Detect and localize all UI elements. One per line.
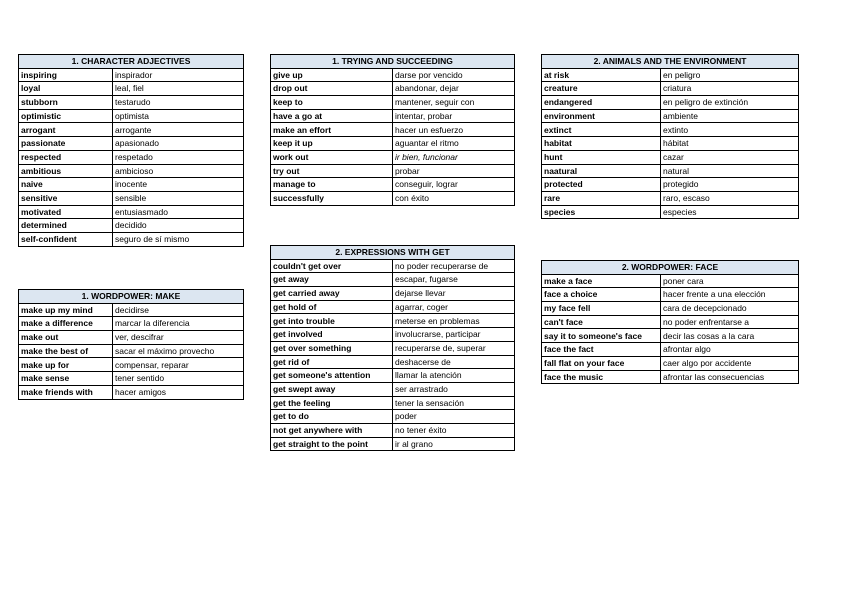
table-row xyxy=(271,341,515,355)
term-cell: make up my mind xyxy=(19,303,113,317)
translation-cell: ser arrastrado xyxy=(393,382,515,396)
table-row xyxy=(19,178,244,192)
term-cell: say it to someone's face xyxy=(542,329,661,343)
translation-cell: hábitat xyxy=(661,137,799,151)
term-cell: sensitive xyxy=(19,191,113,205)
table-row xyxy=(542,205,799,219)
term-cell: get into trouble xyxy=(271,314,393,328)
table-row xyxy=(271,287,515,301)
table-row xyxy=(271,328,515,342)
table-row xyxy=(271,273,515,287)
translation-cell: afrontar algo xyxy=(661,343,799,357)
term-cell: face a choice xyxy=(542,288,661,302)
term-cell: habitat xyxy=(542,137,661,151)
term-cell: make a difference xyxy=(19,317,113,331)
table-row xyxy=(271,437,515,451)
term-cell: environment xyxy=(542,109,661,123)
term-cell: face the fact xyxy=(542,343,661,357)
table-row xyxy=(542,123,799,137)
translation-cell: arrogante xyxy=(113,123,244,137)
table-character-adjectives xyxy=(18,54,244,247)
translation-cell: afrontar las consecuencias xyxy=(661,370,799,384)
term-cell: naatural xyxy=(542,164,661,178)
term-cell: fall flat on your face xyxy=(542,356,661,370)
table-row xyxy=(19,191,244,205)
term-cell: my face fell xyxy=(542,302,661,316)
term-cell: make up for xyxy=(19,358,113,372)
table-row xyxy=(19,109,244,123)
translation-cell: tener la sensación xyxy=(393,396,515,410)
table-row xyxy=(542,150,799,164)
translation-cell: decir las cosas a la cara xyxy=(661,329,799,343)
table-row xyxy=(271,96,515,110)
term-cell: species xyxy=(542,205,661,219)
table-title: 2. ANIMALS AND THE ENVIRONMENT xyxy=(542,55,799,69)
translation-cell: ambicioso xyxy=(113,164,244,178)
translation-cell: hacer frente a una elección xyxy=(661,288,799,302)
translation-cell: extinto xyxy=(661,123,799,137)
table-row xyxy=(19,303,244,317)
translation-cell: seguro de sí mismo xyxy=(113,232,244,246)
translation-cell: caer algo por accidente xyxy=(661,356,799,370)
translation-cell: mantener, seguir con xyxy=(393,96,515,110)
translation-cell: darse por vencido xyxy=(393,68,515,82)
translation-cell: ambiente xyxy=(661,109,799,123)
table-row xyxy=(271,410,515,424)
term-cell: work out xyxy=(271,150,393,164)
table-row xyxy=(271,259,515,273)
term-cell: get rid of xyxy=(271,355,393,369)
table-row xyxy=(19,123,244,137)
translation-cell: con éxito xyxy=(393,191,515,205)
table-row xyxy=(19,68,244,82)
term-cell: make an effort xyxy=(271,123,393,137)
term-cell: protected xyxy=(542,178,661,192)
term-cell: manage to xyxy=(271,178,393,192)
table-row xyxy=(271,164,515,178)
translation-cell: en peligro xyxy=(661,68,799,82)
table-row xyxy=(19,317,244,331)
translation-cell: recuperarse de, superar xyxy=(393,341,515,355)
table-title: 1. CHARACTER ADJECTIVES xyxy=(19,55,244,69)
term-cell: keep to xyxy=(271,96,393,110)
translation-cell: poder xyxy=(393,410,515,424)
term-cell: get to do xyxy=(271,410,393,424)
translation-cell: no poder enfrentarse a xyxy=(661,315,799,329)
translation-cell: involucrarse, participar xyxy=(393,328,515,342)
term-cell: get over something xyxy=(271,341,393,355)
table-row xyxy=(19,137,244,151)
translation-cell: deshacerse de xyxy=(393,355,515,369)
term-cell: ambitious xyxy=(19,164,113,178)
term-cell: extinct xyxy=(542,123,661,137)
table-title: 2. WORDPOWER: FACE xyxy=(542,261,799,275)
table-row xyxy=(542,274,799,288)
term-cell: at risk xyxy=(542,68,661,82)
term-cell: face the music xyxy=(542,370,661,384)
term-cell: make out xyxy=(19,331,113,345)
term-cell: passionate xyxy=(19,137,113,151)
term-cell: give up xyxy=(271,68,393,82)
table-row xyxy=(271,396,515,410)
table-title: 1. TRYING AND SUCCEEDING xyxy=(271,55,515,69)
term-cell: optimistic xyxy=(19,109,113,123)
term-cell: get swept away xyxy=(271,382,393,396)
table-row xyxy=(542,82,799,96)
term-cell: inspiring xyxy=(19,68,113,82)
table-row xyxy=(542,68,799,82)
table-row xyxy=(19,232,244,246)
term-cell: try out xyxy=(271,164,393,178)
translation-cell: natural xyxy=(661,164,799,178)
translation-cell: ir al grano xyxy=(393,437,515,451)
term-cell: have a go at xyxy=(271,109,393,123)
term-cell: self-confident xyxy=(19,232,113,246)
translation-cell: decidirse xyxy=(113,303,244,317)
translation-cell: agarrar, coger xyxy=(393,300,515,314)
translation-cell: cazar xyxy=(661,150,799,164)
term-cell: get hold of xyxy=(271,300,393,314)
table-row xyxy=(271,178,515,192)
translation-cell: escapar, fugarse xyxy=(393,273,515,287)
translation-cell: ver, descifrar xyxy=(113,331,244,345)
translation-cell: inocente xyxy=(113,178,244,192)
table-row xyxy=(19,150,244,164)
table-row xyxy=(271,137,515,151)
translation-cell: meterse en problemas xyxy=(393,314,515,328)
table-row xyxy=(271,314,515,328)
translation-cell: hacer amigos xyxy=(113,385,244,399)
table-title: 2. EXPRESSIONS WITH GET xyxy=(271,246,515,260)
term-cell: keep it up xyxy=(271,137,393,151)
translation-cell: inspirador xyxy=(113,68,244,82)
translation-cell: respetado xyxy=(113,150,244,164)
translation-cell: optimista xyxy=(113,109,244,123)
table-row xyxy=(542,329,799,343)
translation-cell: cara de decepcionado xyxy=(661,302,799,316)
translation-cell: no poder recuperarse de xyxy=(393,259,515,273)
translation-cell: intentar, probar xyxy=(393,109,515,123)
translation-cell: conseguir, lograr xyxy=(393,178,515,192)
term-cell: stubborn xyxy=(19,96,113,110)
term-cell: naive xyxy=(19,178,113,192)
term-cell: get carried away xyxy=(271,287,393,301)
translation-cell: sacar el máximo provecho xyxy=(113,344,244,358)
translation-cell: probar xyxy=(393,164,515,178)
translation-cell: compensar, reparar xyxy=(113,358,244,372)
translation-cell: leal, fiel xyxy=(113,82,244,96)
table-row xyxy=(19,82,244,96)
term-cell: couldn't get over xyxy=(271,259,393,273)
term-cell: determined xyxy=(19,219,113,233)
table-row xyxy=(542,137,799,151)
table-row xyxy=(542,370,799,384)
table-wordpower-make xyxy=(18,289,244,400)
table-row xyxy=(542,343,799,357)
table-row xyxy=(271,369,515,383)
table-row xyxy=(542,164,799,178)
table-row xyxy=(19,344,244,358)
term-cell: creature xyxy=(542,82,661,96)
translation-cell: entusiasmado xyxy=(113,205,244,219)
term-cell: make sense xyxy=(19,372,113,386)
translation-cell: abandonar, dejar xyxy=(393,82,515,96)
translation-cell: protegido xyxy=(661,178,799,192)
term-cell: hunt xyxy=(542,150,661,164)
table-row xyxy=(542,356,799,370)
term-cell: motivated xyxy=(19,205,113,219)
table-row xyxy=(19,205,244,219)
translation-cell: decidido xyxy=(113,219,244,233)
table-row xyxy=(19,385,244,399)
term-cell: get involved xyxy=(271,328,393,342)
table-row xyxy=(271,123,515,137)
translation-cell: ir bien, funcionar xyxy=(393,150,515,164)
table-animals-and-environment xyxy=(541,54,799,219)
term-cell: rare xyxy=(542,191,661,205)
table-row xyxy=(271,423,515,437)
term-cell: arrogant xyxy=(19,123,113,137)
term-cell: can't face xyxy=(542,315,661,329)
table-row xyxy=(271,382,515,396)
table-row xyxy=(19,372,244,386)
table-row xyxy=(542,178,799,192)
table-wordpower-face xyxy=(541,260,799,384)
table-row xyxy=(271,191,515,205)
translation-cell: en peligro de extinción xyxy=(661,96,799,110)
table-row xyxy=(19,331,244,345)
table-row xyxy=(19,219,244,233)
translation-cell: llamar la atención xyxy=(393,369,515,383)
translation-cell: hacer un esfuerzo xyxy=(393,123,515,137)
table-title: 1. WORDPOWER: MAKE xyxy=(19,290,244,304)
table-row xyxy=(19,96,244,110)
table-row xyxy=(271,109,515,123)
term-cell: respected xyxy=(19,150,113,164)
table-row xyxy=(271,68,515,82)
table-row xyxy=(542,109,799,123)
term-cell: loyal xyxy=(19,82,113,96)
translation-cell: aguantar el ritmo xyxy=(393,137,515,151)
translation-cell: raro, escaso xyxy=(661,191,799,205)
translation-cell: poner cara xyxy=(661,274,799,288)
term-cell: make friends with xyxy=(19,385,113,399)
term-cell: endangered xyxy=(542,96,661,110)
translation-cell: no tener éxito xyxy=(393,423,515,437)
term-cell: make a face xyxy=(542,274,661,288)
translation-cell: dejarse llevar xyxy=(393,287,515,301)
translation-cell: marcar la diferencia xyxy=(113,317,244,331)
table-row xyxy=(271,300,515,314)
translation-cell: sensible xyxy=(113,191,244,205)
table-row xyxy=(271,82,515,96)
table-row xyxy=(542,302,799,316)
term-cell: get straight to the point xyxy=(271,437,393,451)
translation-cell: tener sentido xyxy=(113,372,244,386)
table-row xyxy=(542,191,799,205)
term-cell: get the feeling xyxy=(271,396,393,410)
table-row xyxy=(271,355,515,369)
table-row xyxy=(19,358,244,372)
translation-cell: apasionado xyxy=(113,137,244,151)
translation-cell: criatura xyxy=(661,82,799,96)
table-trying-and-succeeding xyxy=(270,54,515,206)
term-cell: drop out xyxy=(271,82,393,96)
table-row xyxy=(542,315,799,329)
table-row xyxy=(542,288,799,302)
term-cell: get away xyxy=(271,273,393,287)
table-row xyxy=(542,96,799,110)
translation-cell: especies xyxy=(661,205,799,219)
term-cell: not get anywhere with xyxy=(271,423,393,437)
term-cell: successfully xyxy=(271,191,393,205)
term-cell: get someone's attention xyxy=(271,369,393,383)
table-expressions-with-get xyxy=(270,245,515,451)
translation-cell: testarudo xyxy=(113,96,244,110)
term-cell: make the best of xyxy=(19,344,113,358)
table-row xyxy=(271,150,515,164)
table-row xyxy=(19,164,244,178)
